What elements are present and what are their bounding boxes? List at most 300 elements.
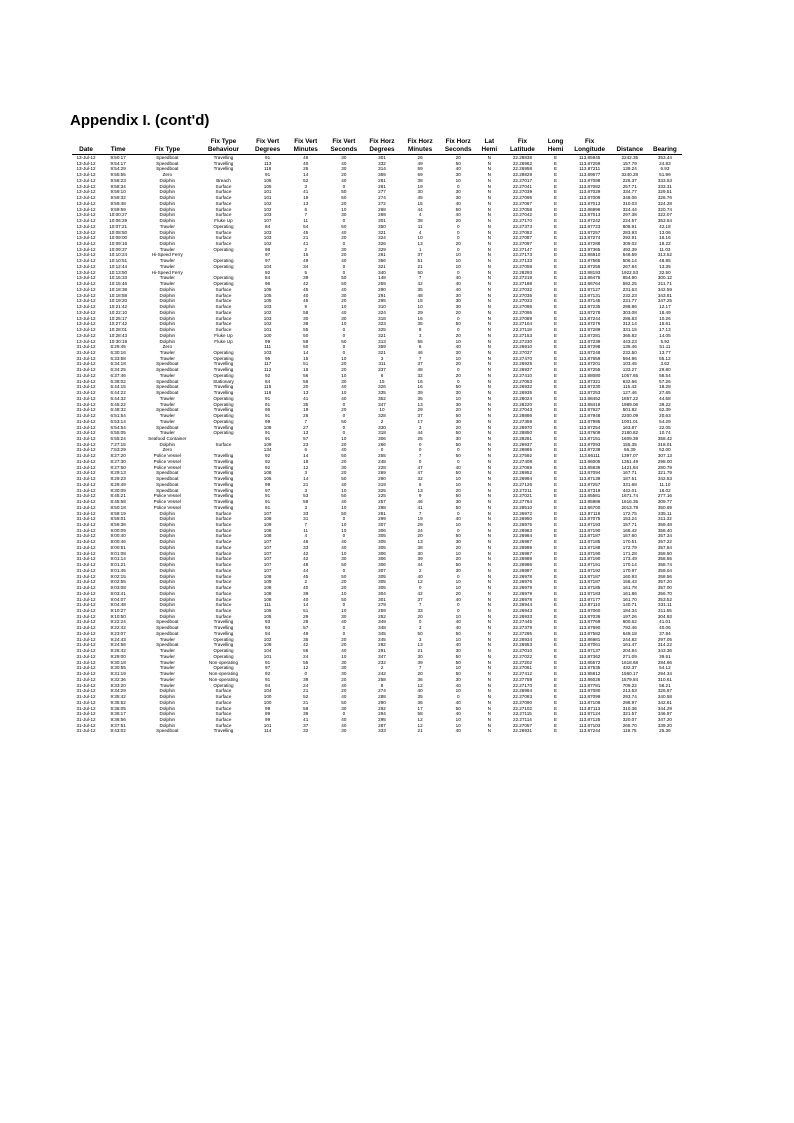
table-cell: 290: [378, 699, 386, 705]
column-header: Fix Horz Degrees: [369, 137, 395, 153]
table-cell: 31-Jul-12: [76, 458, 96, 464]
table-cell: 157.79: [622, 160, 637, 166]
table-cell: 148: [378, 275, 386, 281]
table-cell: N: [487, 671, 491, 677]
table-cell: 292: [378, 705, 386, 711]
table-cell: Dolphin: [159, 229, 176, 235]
table-cell: 113.87298: [578, 344, 601, 350]
table-cell: 8:29:13: [110, 470, 126, 476]
table-cell: 10:07:21: [109, 223, 128, 229]
table-cell: 22.27037: [512, 349, 533, 355]
table-cell: Dolphin: [159, 241, 176, 247]
table-cell: 117: [263, 361, 272, 367]
table-cell: 113.85836: [578, 464, 601, 470]
table-cell: 91: [265, 413, 271, 419]
table-cell: Breach: [216, 177, 231, 183]
table-cell: 22.26950: [512, 516, 533, 522]
table-cell: 22.26978: [512, 573, 533, 579]
table-cell: 9:58:34: [110, 183, 126, 189]
table-cell: 2242.35: [612, 155, 648, 161]
table-cell: 6.93: [660, 166, 670, 172]
table-cell: 40: [455, 275, 461, 281]
table-cell: Surface: [215, 556, 232, 562]
table-cell: 22.27042: [512, 212, 533, 218]
table-cell: 31-Jul-12: [76, 613, 96, 619]
table-cell: Surface: [215, 327, 232, 333]
table-cell: Surface: [215, 441, 232, 447]
table-cell: 313.52: [657, 252, 672, 258]
table-cell: 22.27412: [512, 671, 533, 677]
table-cell: 40: [341, 648, 347, 654]
table-cell: 0: [418, 585, 422, 591]
table-cell: 24: [303, 653, 309, 659]
table-cell: 10.26: [659, 315, 671, 321]
table-cell: 31-Jul-12: [76, 590, 96, 596]
table-cell: 30: [455, 676, 461, 682]
table-cell: 22.26994: [512, 688, 533, 694]
table-cell: 22.27115: [513, 711, 532, 717]
table-cell: 314.22: [657, 642, 672, 648]
table-cell: 3: [380, 355, 384, 361]
table-cell: 7: [418, 665, 422, 671]
table-cell: 50: [455, 562, 461, 568]
table-cell: 113.87248: [578, 349, 601, 355]
table-cell: 22.27067: [512, 200, 533, 206]
table-body: [72, 155, 682, 735]
table-cell: 50: [455, 430, 461, 436]
table-cell: 96: [265, 407, 271, 413]
table-cell: 808.91: [622, 223, 637, 229]
table-cell: 8:27:50: [110, 464, 126, 470]
table-cell: 97: [265, 258, 271, 264]
table-cell: N: [487, 263, 491, 269]
table-cell: 13-Jul-12: [76, 258, 96, 264]
table-cell: 40: [341, 258, 347, 264]
table-cell: E: [554, 218, 558, 224]
table-cell: E: [554, 275, 558, 281]
table-cell: 22.27097: [512, 241, 533, 247]
table-cell: 41: [303, 716, 309, 722]
table-cell: Fluke Up: [214, 338, 233, 344]
table-cell: 40: [417, 573, 423, 579]
table-cell: 107: [263, 567, 272, 573]
table-cell: 16: [417, 384, 423, 390]
table-cell: 57: [303, 625, 309, 631]
table-cell: 187.51: [622, 476, 637, 482]
table-cell: 0: [456, 223, 460, 229]
table-cell: 232: [378, 659, 386, 665]
table-cell: E: [554, 355, 558, 361]
table-cell: 9:59:48: [110, 200, 126, 206]
table-cell: 59: [417, 172, 423, 178]
table-cell: E: [554, 464, 558, 470]
table-cell: Surface: [215, 544, 232, 550]
table-cell: 6: [380, 372, 384, 378]
table-cell: 283.93: [622, 229, 637, 235]
table-cell: Dolphin: [159, 688, 176, 694]
table-cell: Operating: [213, 636, 234, 642]
table-cell: 39: [303, 676, 309, 682]
table-cell: 305: [378, 573, 386, 579]
table-cell: Zero: [162, 344, 173, 350]
table-cell: 20: [341, 172, 347, 178]
table-cell: 37: [417, 413, 423, 419]
table-cell: 13-Jul-12: [76, 252, 96, 258]
table-cell: Trawler: [159, 636, 175, 642]
table-cell: 10:27:42: [109, 321, 128, 327]
table-cell: 9:01:45: [110, 567, 126, 573]
table-cell: N: [487, 464, 491, 470]
table-cell: N: [487, 166, 491, 172]
table-cell: N: [487, 349, 491, 355]
table-cell: N: [487, 223, 491, 229]
table-cell: 2: [380, 418, 384, 424]
table-cell: 632.66: [622, 378, 637, 384]
table-cell: 102: [263, 636, 272, 642]
table-cell: 22.26937: [512, 441, 533, 447]
table-cell: Operating: [213, 682, 234, 688]
table-cell: 20: [455, 218, 461, 224]
table-cell: 40: [303, 585, 309, 591]
table-cell: 91: [265, 435, 271, 441]
table-cell: 31-Jul-12: [76, 573, 96, 579]
table-cell: E: [554, 372, 558, 378]
table-cell: 22.26994: [512, 476, 533, 482]
table-cell: 49: [417, 160, 423, 166]
table-cell: 35: [417, 395, 423, 401]
table-cell: 55: [417, 338, 423, 344]
table-cell: 42.18: [659, 223, 671, 229]
table-cell: N: [487, 447, 491, 453]
table-cell: E: [554, 648, 558, 654]
table-cell: 91: [265, 676, 271, 682]
table-cell: 10:18:38: [109, 286, 128, 292]
table-cell: 91: [265, 493, 271, 499]
table-cell: 310.03: [622, 200, 637, 206]
table-cell: E: [554, 344, 558, 350]
table-cell: 10: [341, 608, 347, 614]
table-cell: 306: [378, 435, 386, 441]
table-cell: Operating: [213, 401, 234, 407]
table-cell: 359: [378, 344, 386, 350]
table-cell: 7: [418, 510, 422, 516]
table-cell: 324: [378, 235, 386, 241]
table-cell: Dolphin: [159, 596, 176, 602]
table-cell: 58: [303, 309, 309, 315]
table-cell: 31-Jul-12: [76, 556, 96, 562]
table-cell: 31-Jul-12: [76, 665, 96, 671]
table-cell: 31-Jul-12: [76, 625, 96, 631]
table-cell: 353.54: [657, 218, 672, 224]
table-cell: Travelling: [213, 361, 234, 367]
table-cell: 347.25: [657, 298, 672, 304]
table-cell: 50: [455, 453, 461, 459]
table-cell: 100: [263, 699, 272, 705]
table-cell: Surface: [215, 608, 232, 614]
table-cell: 10:00:27: [109, 212, 128, 218]
table-cell: 1989.06: [621, 401, 639, 407]
table-cell: 22.26984: [512, 533, 533, 539]
table-cell: N: [487, 476, 491, 482]
table-cell: 3: [418, 636, 422, 642]
table-cell: 10: [455, 476, 461, 482]
table-cell: 31-Jul-12: [76, 349, 96, 355]
table-cell: 22.27173: [512, 252, 533, 258]
table-cell: 357.22: [657, 539, 672, 545]
table-cell: Surface: [215, 533, 232, 539]
table-cell: 31-Jul-12: [76, 711, 96, 717]
table-cell: 113.87193: [578, 522, 601, 527]
table-cell: 22.26933: [512, 613, 533, 619]
table-cell: Surface: [215, 596, 232, 602]
table-cell: E: [554, 705, 558, 711]
table-cell: 36: [417, 676, 423, 682]
table-cell: 13.35: [659, 263, 671, 269]
table-cell: 244.82: [622, 636, 637, 642]
table-cell: Speedboat: [156, 728, 179, 734]
table-cell: 36: [417, 699, 423, 705]
table-cell: 13-Jul-12: [76, 292, 96, 298]
table-cell: 20: [341, 298, 347, 304]
table-cell: 14: [303, 172, 309, 178]
table-cell: 31-Jul-12: [76, 659, 96, 665]
table-cell: 18.02: [659, 487, 671, 493]
table-cell: Surface: [215, 579, 232, 585]
table-cell: E: [554, 424, 558, 430]
table-cell: 108: [263, 596, 272, 602]
table-cell: 101: [263, 722, 272, 728]
table-cell: N: [487, 487, 491, 493]
table-cell: 51: [303, 608, 309, 614]
table-cell: N: [487, 590, 491, 596]
table-cell: 9:00:51: [110, 544, 126, 550]
table-cell: 113.87321: [578, 378, 601, 384]
table-cell: 10:21:42: [109, 304, 128, 310]
table-cell: 0: [342, 241, 346, 247]
table-cell: N: [487, 556, 491, 562]
table-cell: 6:30:16: [110, 349, 126, 355]
table-cell: Non-operating: [208, 671, 239, 677]
table-cell: 306: [378, 556, 386, 562]
table-cell: 318: [378, 315, 386, 321]
table-cell: Dolphin: [159, 613, 176, 619]
table-cell: N: [487, 499, 491, 505]
table-cell: 792.46: [622, 625, 637, 631]
table-cell: 22.26865: [512, 447, 533, 453]
table-cell: 8:45:21: [110, 493, 126, 499]
table-cell: 50: [455, 653, 461, 659]
table-cell: 35: [417, 286, 423, 292]
table-cell: 357.20: [657, 579, 672, 585]
table-cell: 25: [303, 166, 309, 172]
table-cell: 50: [341, 573, 347, 579]
table-cell: Non-operating: [208, 676, 239, 682]
table-cell: Fluke Up: [214, 218, 233, 224]
table-cell: 10:28:43: [109, 332, 128, 338]
table-cell: 22.27219: [512, 275, 533, 281]
table-cell: Dolphin: [159, 716, 176, 722]
table-cell: 310.36: [622, 705, 637, 711]
table-cell: 113.87257: [578, 481, 601, 487]
table-cell: N: [487, 527, 491, 533]
table-cell: 31-Jul-12: [76, 562, 96, 568]
table-cell: 1922.53: [621, 269, 639, 275]
table-cell: 340.58: [657, 694, 672, 700]
table-cell: 31-Jul-12: [76, 699, 96, 705]
table-cell: 47: [417, 464, 423, 470]
table-cell: E: [554, 585, 558, 591]
table-cell: 113.87190: [578, 550, 601, 556]
table-cell: 31-Jul-12: [76, 361, 96, 367]
table-cell: 9:24:56: [110, 642, 126, 648]
table-cell: 314: [378, 166, 386, 172]
table-cell: 103: [263, 212, 272, 218]
table-cell: 28: [303, 619, 309, 625]
table-cell: E: [554, 596, 558, 602]
table-cell: Travelling: [213, 630, 234, 636]
table-cell: 31-Jul-12: [76, 453, 96, 459]
table-cell: N: [487, 206, 491, 212]
table-cell: 113.87110: [579, 602, 601, 608]
table-cell: 20: [341, 585, 347, 591]
table-cell: 29: [417, 407, 423, 413]
table-cell: 31-Jul-12: [76, 499, 96, 505]
table-cell: 113.87127: [578, 286, 601, 292]
table-cell: E: [554, 430, 558, 436]
table-cell: Dolphin: [159, 562, 176, 568]
table-cell: 9:02:15: [110, 573, 126, 579]
table-cell: 113.86996: [578, 206, 601, 212]
table-cell: Operating: [213, 355, 234, 361]
column-header: Long Hemi: [547, 137, 564, 153]
table-cell: 10: [417, 235, 423, 241]
table-cell: Dolphin: [159, 327, 176, 333]
table-cell: 91: [265, 401, 271, 407]
table-cell: 113.87276: [578, 321, 601, 327]
table-cell: 352: [378, 395, 386, 401]
table-cell: 323: [378, 321, 386, 327]
table-cell: 13-Jul-12: [76, 200, 96, 206]
table-cell: 55: [303, 659, 309, 665]
table-cell: 279: [378, 602, 386, 608]
table-cell: 1579.84: [621, 676, 639, 682]
table-cell: 113.87319: [578, 487, 601, 493]
table-cell: N: [487, 281, 491, 287]
table-cell: Surface: [215, 229, 232, 235]
table-cell: 19: [417, 183, 423, 189]
table-cell: 40: [303, 292, 309, 298]
table-cell: 287: [378, 722, 386, 728]
table-cell: 30: [341, 671, 347, 677]
table-cell: 318.01: [657, 441, 672, 447]
table-cell: 31-Jul-12: [76, 533, 96, 539]
table-cell: 10: [341, 390, 347, 396]
table-cell: 26: [401, 155, 439, 161]
table-cell: 0: [456, 378, 460, 384]
table-cell: 10: [341, 590, 347, 596]
table-cell: 358.42: [657, 435, 672, 441]
table-cell: Trawler: [159, 395, 175, 401]
table-cell: N: [487, 585, 491, 591]
table-cell: 161.70: [622, 596, 637, 602]
table-cell: 9:34:29: [110, 688, 126, 694]
table-cell: 20: [455, 590, 461, 596]
table-cell: 348.06: [622, 195, 637, 201]
table-cell: 346.97: [657, 711, 672, 717]
table-cell: N: [487, 694, 491, 700]
table-cell: 31-Jul-12: [76, 487, 96, 493]
table-cell: 40: [455, 619, 461, 625]
table-cell: 298.86: [622, 304, 637, 310]
table-cell: 95: [265, 355, 271, 361]
table-cell: 259: [378, 608, 386, 614]
table-cell: 108: [263, 533, 272, 539]
table-cell: E: [554, 252, 558, 258]
table-cell: 22.28510: [512, 504, 533, 510]
table-cell: Dolphin: [159, 516, 176, 522]
table-cell: N: [487, 435, 491, 441]
table-cell: 22.26935: [512, 390, 533, 396]
table-cell: 10:09:37: [109, 246, 128, 252]
table-cell: 22.27102: [512, 705, 533, 711]
table-cell: 22.26925: [512, 361, 533, 367]
table-cell: 333: [378, 728, 386, 734]
table-cell: 57.26: [659, 378, 671, 384]
table-cell: 38: [417, 177, 423, 183]
table-cell: 31-Jul-12: [76, 435, 96, 441]
table-cell: N: [487, 195, 491, 201]
table-cell: 6:53:14: [110, 418, 126, 424]
table-cell: N: [487, 355, 491, 361]
table-cell: 54.12: [659, 665, 671, 671]
table-cell: 224.57: [622, 218, 637, 224]
table-cell: 2: [418, 567, 422, 573]
table-cell: Dolphin: [159, 309, 176, 315]
table-cell: Operating: [213, 258, 234, 264]
table-cell: 113.87151: [578, 435, 601, 441]
table-cell: 0: [418, 458, 422, 464]
table-cell: 19: [303, 407, 309, 413]
table-cell: 204.84: [622, 648, 637, 654]
table-cell: 139.24: [622, 166, 637, 172]
table-cell: N: [487, 235, 491, 241]
table-cell: 22.26932: [512, 384, 533, 390]
table-cell: 9:02:55: [110, 579, 126, 585]
table-cell: 113.86026: [578, 676, 601, 682]
table-cell: 113.88080: [578, 372, 601, 378]
table-cell: E: [554, 671, 558, 677]
table-cell: 13: [417, 241, 423, 247]
table-cell: 13-Jul-12: [76, 223, 96, 229]
table-cell: N: [487, 332, 491, 338]
table-cell: 347: [378, 401, 386, 407]
table-cell: E: [554, 177, 558, 183]
table-cell: 8:59:01: [110, 516, 126, 522]
table-cell: Surface: [215, 510, 232, 516]
table-cell: 22.27087: [512, 235, 533, 241]
table-cell: 0: [342, 218, 346, 224]
table-cell: Trawler: [159, 258, 175, 264]
table-cell: 113.87131: [578, 292, 601, 298]
table-cell: 9:36:56: [110, 716, 126, 722]
table-cell: 305: [378, 533, 386, 539]
table-cell: 0: [342, 711, 346, 717]
table-cell: Dolphin: [159, 338, 176, 344]
table-cell: Dolphin: [159, 315, 176, 321]
table-cell: 21: [303, 688, 309, 694]
table-cell: 24.83: [659, 160, 671, 166]
table-cell: 105: [263, 177, 272, 183]
